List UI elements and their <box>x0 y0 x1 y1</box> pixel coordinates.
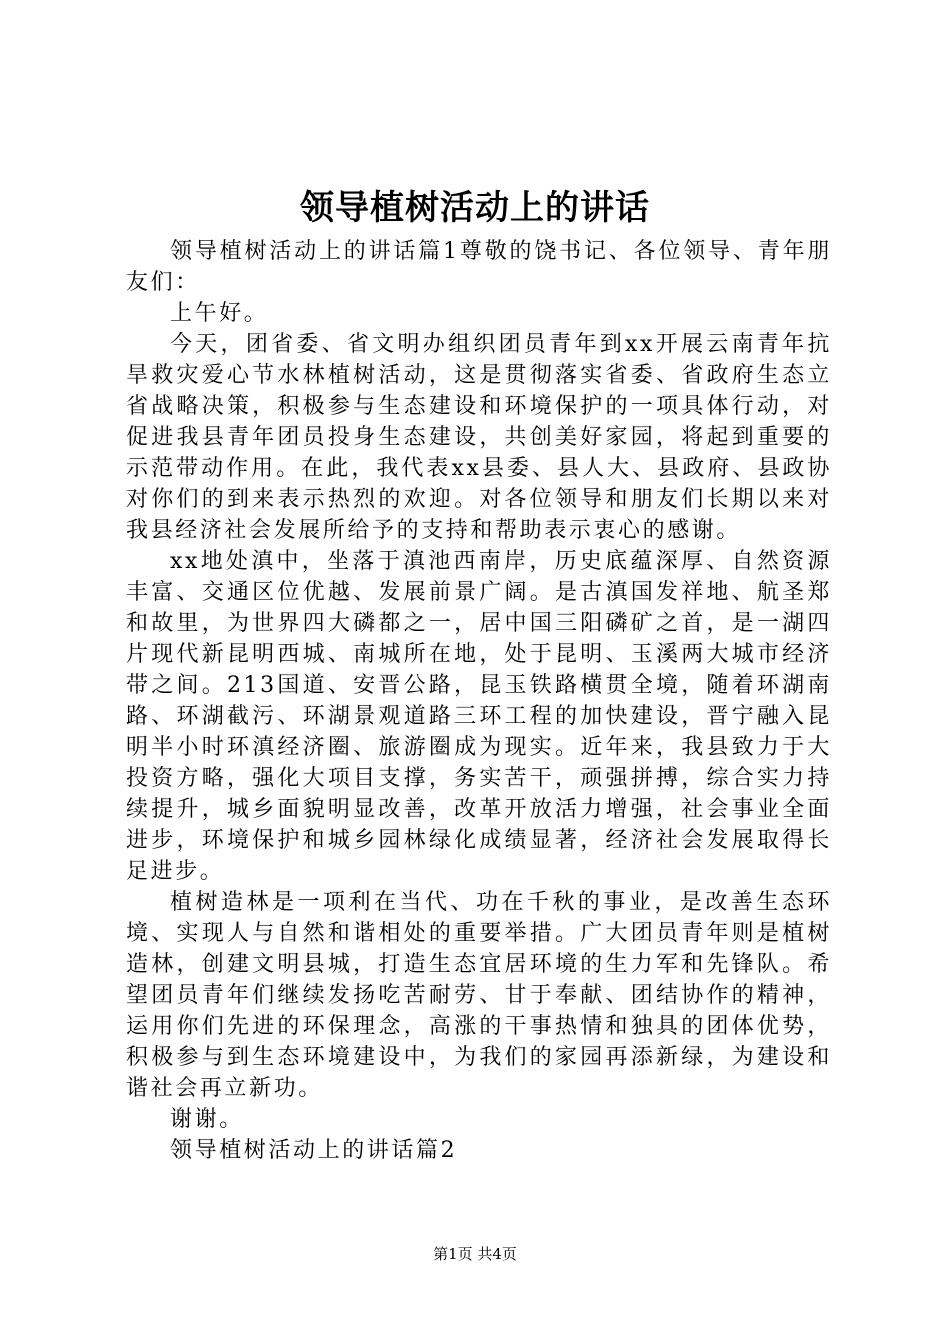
paragraph-good-morning: 上午好。 <box>170 301 269 326</box>
page-number-footer: 第1页 共4页 <box>433 1245 517 1263</box>
paragraph-thanks: 谢谢。 <box>170 1107 244 1132</box>
paragraph-county-intro: xx地处滇中，坐落于滇池西南岸，历史底蕴深厚、自然资源丰富、交通区位优越、发展前景广阔。是古滇国发祥地、航圣郑和故里，为世界四大磷都之一，居中国三阳磷矿之首，是一湖四片现代新昆明西城、南城所在地，处于昆明、玉溪两大城市经济带之间。213国道、安晋公路，昆玉铁路横贯全境，随着环湖南路、环湖截污、环湖景观道路三环工程的加快建设，晋宁融入昆明半小时环滇经济圈、旅游圈成为现实。近年来，我县致力于大投资方略，强化大项目支撑，务实苦干，顽强拼搏，综合实力持续提升，城乡面貌明显改善，改革开放活力增强，社会事业全面进步，环境保护和城乡园林绿化成绩显著，经济社会发展取得长足进步。 <box>126 549 832 884</box>
paragraph-greeting: 领导植树活动上的讲话篇1尊敬的饶书记、各位领导、青年朋友们： <box>126 239 832 295</box>
document-title: 领导植树活动上的讲话 <box>300 188 650 228</box>
paragraph-section-2-heading: 领导植树活动上的讲话篇2 <box>170 1138 458 1163</box>
paragraph-welcome: 今天，团省委、省文明办组织团员青年到xx开展云南青年抗旱救灾爱心节水林植树活动，这是贯彻落实省委、省政府生态立省战略决策，积极参与生态建设和环境保护的一项具体行动，对促进我县青年团员投身生态建设，共创美好家园，将起到重要的示范带动作用。在此，我代表xx县委、县人大、县政府、县政协对你们的到来表示热烈的欢迎。对各位领导和朋友们长期以来对我县经济社会发展所给予的支持和帮助表示衷心的感谢。 <box>126 332 832 543</box>
paragraph-afforestation: 植树造林是一项利在当代、功在千秋的事业，是改善生态环境、实现人与自然和谐相处的重要举措。广大团员青年则是植树造林，创建文明县城，打造生态宜居环境的生力军和先锋队。希望团员青年们继续发扬吃苦耐劳、甘于奉献、团结协作的精神，运用你们先进的环保理念，高涨的干事热情和独具的团体优势，积极参与到生态环境建设中，为我们的家园再添新绿，为建设和谐社会再立新功。 <box>126 890 832 1101</box>
document-body <box>126 236 832 1166</box>
